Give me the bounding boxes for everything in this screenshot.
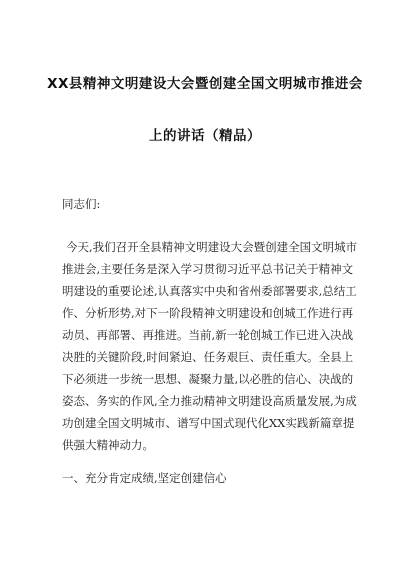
section-heading: 一、充分肯定成绩,坚定创建信心	[62, 471, 227, 485]
paragraph-line: 作、分析形势,对下一阶段精神文明建设和创城工作进行再	[62, 306, 354, 320]
paragraph-line: 动员、再部署、再推进。当前,新一轮创城工作已进入决战	[62, 328, 354, 342]
paragraph-line: 供强大精神动力。	[62, 438, 154, 452]
paragraph-line: 姿态、务实的作风,全力推动精神文明建设高质量发展,为成	[62, 394, 357, 408]
paragraph-line: 决胜的关键阶段,时间紧迫、任务艰巨、责任重大。全县上	[62, 350, 354, 364]
paragraph-line: 明建设的重要论述,认真落实中央和省州委部署要求,总结工	[62, 284, 357, 298]
paragraph-line: 功创建全国文明城市、谱写中国式现代化XX实践新篇章提	[62, 416, 355, 430]
document-title-line-1: XX县精神文明建设大会暨创建全国文明城市推进会	[47, 76, 363, 92]
paragraph-line: 推进会,主要任务是深入学习贯彻习近平总书记关于精神文	[62, 262, 354, 276]
paragraph-line: 今天,我们召开全县精神文明建设大会暨创建全国文明城市	[66, 240, 358, 254]
salutation: 同志们:	[62, 197, 101, 211]
document-title-line-2: 上的讲话（精品）	[149, 128, 261, 144]
paragraph-line: 下必须进一步统一思想、凝聚力量,以必胜的信心、决战的	[62, 372, 354, 386]
body-paragraph	[62, 236, 358, 456]
